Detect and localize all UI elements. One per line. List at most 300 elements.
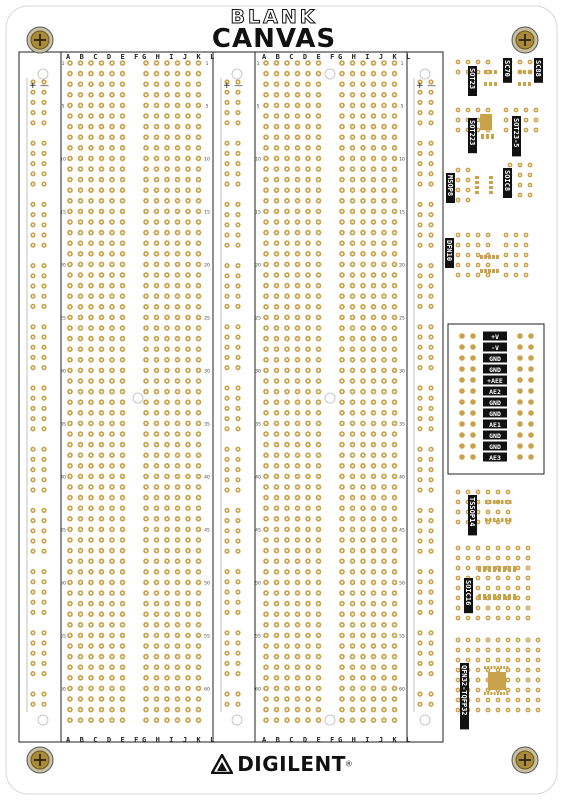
rail-left-hole-drill — [32, 224, 34, 226]
rail-mid-hole-drill — [237, 642, 239, 644]
terminal-hole — [517, 443, 523, 449]
strip-c-hole-drill — [286, 380, 288, 382]
strip-d-hole-drill — [362, 645, 364, 647]
strip-c-hole-drill — [286, 391, 288, 393]
strip-a-hole-drill — [111, 444, 113, 446]
strip-d-hole-drill — [351, 147, 353, 149]
strip-a-hole-drill — [121, 263, 123, 265]
rail-right-hole-drill — [430, 540, 432, 542]
strip-a-hole-drill — [79, 316, 81, 318]
strip-c-hole-drill — [296, 613, 298, 615]
strip-a-hole-drill — [121, 253, 123, 255]
strip-c-hole-drill — [286, 338, 288, 340]
terminal-hole — [528, 344, 534, 350]
rail-left-hole-drill — [43, 122, 45, 124]
strip-d-hole-drill — [393, 62, 395, 64]
rail-left-hole-drill — [32, 122, 34, 124]
strip-b-hole-drill — [166, 645, 168, 647]
strip-b-hole-drill — [176, 179, 178, 181]
mount-hole-9 — [325, 393, 335, 403]
strip-a-hole-drill — [79, 634, 81, 636]
strip-b-hole-drill — [197, 698, 199, 700]
strip-c-hole-drill — [275, 359, 277, 361]
strip-d-hole-drill — [341, 327, 343, 329]
soic8-holes-drill — [529, 184, 531, 186]
strip-a-hole-drill — [90, 200, 92, 202]
row-number: 15 — [204, 210, 210, 216]
strip-b-hole-drill — [155, 316, 157, 318]
strip-b-hole-drill — [166, 634, 168, 636]
strip-a-hole-drill — [100, 550, 102, 552]
strip-c-hole-drill — [307, 412, 309, 414]
row-number: 25 — [204, 316, 210, 322]
strip-d-hole-drill — [351, 391, 353, 393]
rail-left-hole-drill — [43, 142, 45, 144]
rail-mid-hole-drill — [237, 581, 239, 583]
strip-d-hole-drill — [351, 719, 353, 721]
strip-d-hole-drill — [383, 136, 385, 138]
dfn-pad — [496, 269, 499, 273]
strip-c-hole-drill — [296, 486, 298, 488]
strip-d-hole-drill — [372, 242, 374, 244]
sot-pad — [518, 82, 521, 86]
strip-b-hole-drill — [166, 189, 168, 191]
strip-d-hole-drill — [362, 179, 364, 181]
strip-a-hole-drill — [79, 497, 81, 499]
strip-d-hole-drill — [341, 698, 343, 700]
rail-mid-hole-drill — [237, 367, 239, 369]
strip-a-hole-drill — [79, 306, 81, 308]
row-number: 10 — [204, 157, 210, 163]
strip-d-hole-drill — [341, 581, 343, 583]
strip-c-hole-drill — [296, 210, 298, 212]
strip-c-hole-drill — [265, 115, 267, 117]
strip-a-hole-drill — [111, 126, 113, 128]
sot235-holes-drill — [505, 109, 507, 111]
strip-b-hole-drill — [145, 115, 147, 117]
strip-b-hole-drill — [197, 263, 199, 265]
strip-b-hole-drill — [166, 168, 168, 170]
strip-d-hole-drill — [393, 369, 395, 371]
strip-a-hole-drill — [111, 62, 113, 64]
strip-c-hole-drill — [307, 709, 309, 711]
strip-b-hole-drill — [176, 592, 178, 594]
strip-c-hole-drill — [317, 147, 319, 149]
strip-b-hole-drill — [155, 73, 157, 75]
strip-c-hole-drill — [265, 348, 267, 350]
strip-b-hole-drill — [176, 677, 178, 679]
rail-left-hole-drill — [32, 367, 34, 369]
strip-b-hole-drill — [187, 613, 189, 615]
strip-a-hole-drill — [79, 687, 81, 689]
strip-c-hole-drill — [307, 465, 309, 467]
strip-d-hole-drill — [341, 147, 343, 149]
strip-d-hole-drill — [362, 189, 364, 191]
strip-c-hole-drill — [286, 263, 288, 265]
strip-c-hole-drill — [307, 157, 309, 159]
strip-b-hole-drill — [166, 295, 168, 297]
strip-c-hole-drill — [286, 571, 288, 573]
msop-pad — [475, 186, 479, 189]
strip-a-hole-drill — [111, 603, 113, 605]
strip-a-hole-drill — [100, 306, 102, 308]
strip-b-hole-drill — [155, 369, 157, 371]
strip-b-hole-drill — [145, 401, 147, 403]
dfn-pad — [484, 269, 487, 273]
strip-d-hole-drill — [393, 666, 395, 668]
strip-c-hole-drill — [307, 179, 309, 181]
strip-b-hole-drill — [166, 316, 168, 318]
title-line-2: CANVAS — [211, 24, 337, 54]
rail-right-hole-drill — [419, 581, 421, 583]
strip-a-hole-drill — [69, 221, 71, 223]
sot23-label — [468, 66, 477, 96]
strip-a-hole-drill — [69, 634, 71, 636]
strip-b-hole-drill — [166, 613, 168, 615]
rail-left-hole-drill — [43, 530, 45, 532]
rail-right-hole-drill — [419, 173, 421, 175]
strip-c-hole-drill — [275, 719, 277, 721]
strip-d-hole-drill — [393, 571, 395, 573]
strip-c-hole-drill — [265, 571, 267, 573]
strip-c-hole-drill — [296, 528, 298, 530]
strip-c-hole-drill — [296, 253, 298, 255]
strip-a-hole-drill — [69, 359, 71, 361]
strip-c-hole-drill — [286, 677, 288, 679]
mount-hole-3 — [420, 69, 430, 79]
strip-d-hole-drill — [383, 263, 385, 265]
row-number: 55 — [60, 634, 66, 640]
strip-a-hole-drill — [79, 73, 81, 75]
strip-b-hole-drill — [187, 518, 189, 520]
tssop-pad — [505, 518, 508, 522]
rail-left-hole-drill — [43, 550, 45, 552]
strip-b-hole-drill — [176, 507, 178, 509]
terminal-hole — [459, 443, 465, 449]
strip-a-hole-drill — [79, 338, 81, 340]
strip-b-hole-drill — [197, 422, 199, 424]
strip-a-hole-drill — [79, 401, 81, 403]
strip-c-hole-drill — [286, 592, 288, 594]
rail-mid-hole-drill — [226, 469, 228, 471]
strip-d-hole-drill — [351, 497, 353, 499]
dfn-holes-right-drill — [505, 274, 507, 276]
rail-right-hole-drill — [430, 336, 432, 338]
rail-right-hole-drill — [430, 152, 432, 154]
strip-b-hole-drill — [166, 147, 168, 149]
strip-c-hole-drill — [265, 62, 267, 64]
mount-hole-8 — [133, 393, 143, 403]
strip-d-hole-drill — [383, 168, 385, 170]
strip-d-hole-drill — [362, 634, 364, 636]
rail-left-hole-drill — [32, 101, 34, 103]
dfn-holes-drill — [467, 234, 469, 236]
strip-a-hole-drill — [111, 157, 113, 159]
strip-d-hole-drill — [393, 83, 395, 85]
rail-mid-hole-drill — [226, 418, 228, 420]
strip-d-hole-drill — [383, 422, 385, 424]
strip-c-hole-drill — [286, 486, 288, 488]
strip-b-hole-drill — [176, 115, 178, 117]
qfn-holes-drill — [507, 699, 509, 701]
strip-a-hole-drill — [121, 422, 123, 424]
dfn-holes-right-drill — [515, 274, 517, 276]
qfn32-label-text: QFN32-TQFP32 — [460, 665, 468, 716]
strip-d-hole-drill — [372, 666, 374, 668]
rail-left-hole-drill — [43, 693, 45, 695]
strip-a-hole-drill — [111, 571, 113, 573]
strip-d-hole-drill — [341, 486, 343, 488]
strip-c-hole-drill — [296, 285, 298, 287]
strip-c-hole-drill — [307, 94, 309, 96]
strip-b-hole-drill — [187, 359, 189, 361]
strip-b-hole-drill — [197, 454, 199, 456]
strip-c-hole-drill — [307, 73, 309, 75]
qfn-holes-drill — [517, 669, 519, 671]
strip-d-hole-drill — [341, 263, 343, 265]
strip-c-hole-drill — [296, 179, 298, 181]
strip-b-hole-drill — [145, 528, 147, 530]
sot-pad — [523, 70, 526, 74]
strip-c-hole-drill — [307, 497, 309, 499]
strip-b-hole-drill — [145, 581, 147, 583]
strip-b-hole-drill — [155, 698, 157, 700]
strip-d-hole-drill — [362, 666, 364, 668]
rail-left-hole-drill — [32, 530, 34, 532]
strip-b-hole-drill — [187, 677, 189, 679]
terminal-hole — [470, 454, 476, 460]
strip-d-hole-drill — [393, 528, 395, 530]
strip-c-hole-drill — [317, 666, 319, 668]
strip-a-hole-drill — [79, 348, 81, 350]
strip-d-hole-drill — [362, 571, 364, 573]
rail-mid-hole-drill — [226, 662, 228, 664]
strip-b-hole-drill — [155, 179, 157, 181]
soic16-holes-drill — [457, 547, 459, 549]
rail-right-hole-drill — [419, 509, 421, 511]
soic16-holes-drill — [457, 567, 459, 569]
terminal-label — [483, 332, 507, 342]
strip-a-hole-drill — [79, 433, 81, 435]
msop-holes-drill — [467, 169, 469, 171]
strip-d-hole-drill — [383, 507, 385, 509]
strip-d-hole-drill — [351, 189, 353, 191]
strip-d-hole-drill — [341, 560, 343, 562]
strip-d-hole-drill — [393, 624, 395, 626]
rail-right-hole-drill — [419, 673, 421, 675]
rail-left-hole-drill — [43, 214, 45, 216]
strip-b-hole-drill — [166, 136, 168, 138]
strip-a-hole-drill — [90, 624, 92, 626]
strip-b-hole-drill — [155, 295, 157, 297]
rail-right-hole-drill — [419, 540, 421, 542]
rail-right-hole-drill — [419, 214, 421, 216]
rail-right-hole-drill — [419, 469, 421, 471]
qfn-holes-drill — [507, 689, 509, 691]
strip-b-hole-drill — [197, 624, 199, 626]
strip-a-hole-drill — [90, 136, 92, 138]
strip-b-hole-drill — [166, 497, 168, 499]
strip-a-hole-drill — [69, 550, 71, 552]
strip-d-hole-drill — [341, 666, 343, 668]
strip-b-hole-drill — [176, 581, 178, 583]
strip-c-hole-drill — [265, 179, 267, 181]
rail-left-hole-drill — [32, 305, 34, 307]
strip-c-hole-drill — [307, 560, 309, 562]
strip-c-hole-drill — [307, 444, 309, 446]
strip-d-hole-drill — [393, 73, 395, 75]
dfn-pad — [496, 255, 499, 259]
strip-a-hole-drill — [79, 560, 81, 562]
strip-a-hole-drill — [90, 539, 92, 541]
strip-c-hole-drill — [275, 83, 277, 85]
strip-b-hole-drill — [155, 136, 157, 138]
strip-a-hole-drill — [90, 698, 92, 700]
strip-d-hole-drill — [341, 592, 343, 594]
strip-d-hole-drill — [341, 422, 343, 424]
strip-d-hole-drill — [341, 232, 343, 234]
strip-c-hole-drill — [317, 104, 319, 106]
strip-d-hole-drill — [351, 210, 353, 212]
strip-d-hole-drill — [393, 147, 395, 149]
strip-a-hole-drill — [121, 486, 123, 488]
strip-c-hole-drill — [286, 369, 288, 371]
strip-b-hole-drill — [176, 666, 178, 668]
strip-b-hole-drill — [145, 83, 147, 85]
dfn-holes-right-drill — [525, 264, 527, 266]
strip-d-hole-drill — [362, 624, 364, 626]
strip-c-hole-drill — [317, 518, 319, 520]
strip-d-hole-drill — [372, 232, 374, 234]
strip-c-hole-drill — [275, 433, 277, 435]
strip-b-hole-drill — [145, 634, 147, 636]
strip-c-hole-drill — [296, 656, 298, 658]
strip-a-hole-drill — [79, 422, 81, 424]
strip-c-hole-drill — [317, 581, 319, 583]
strip-d-hole-drill — [362, 433, 364, 435]
strip-d-hole-drill — [351, 232, 353, 234]
strip-c-hole-drill — [296, 550, 298, 552]
rail-mid-hole-drill — [237, 285, 239, 287]
strip-a-hole-drill — [111, 412, 113, 414]
strip-b-hole-drill — [155, 62, 157, 64]
strip-b-hole-drill — [145, 624, 147, 626]
strip-b-hole-drill — [187, 136, 189, 138]
strip-d-hole-drill — [341, 73, 343, 75]
strip-a-hole-drill — [111, 316, 113, 318]
strip-c-hole-drill — [296, 232, 298, 234]
strip-c-hole-drill — [286, 115, 288, 117]
strip-d-hole-drill — [341, 528, 343, 530]
strip-d-hole-drill — [383, 62, 385, 64]
strip-d-hole-drill — [383, 497, 385, 499]
strip-d-hole-drill — [362, 444, 364, 446]
rail-mid-hole-drill — [226, 509, 228, 511]
rail-mid-hole-drill — [226, 428, 228, 430]
soic16-pad-top — [483, 566, 486, 572]
strip-a-hole-drill — [111, 369, 113, 371]
rail-mid-hole-drill — [237, 662, 239, 664]
strip-b-hole-drill — [187, 486, 189, 488]
strip-b-hole-drill — [187, 698, 189, 700]
strip-d-hole-drill — [362, 147, 364, 149]
rail-right-hole-drill — [419, 530, 421, 532]
strip-d-hole-drill — [393, 306, 395, 308]
dfn-holes-drill — [457, 274, 459, 276]
strip-c-hole-drill — [307, 391, 309, 393]
strip-a-hole-drill — [90, 603, 92, 605]
terminal-hole — [517, 344, 523, 350]
rail-right-hole-drill — [430, 265, 432, 267]
row-number: 1 — [256, 62, 260, 67]
strip-a-hole-drill — [100, 338, 102, 340]
strip-d-hole-drill — [341, 316, 343, 318]
soic16-pad-bottom — [513, 594, 516, 600]
strip-a-hole-drill — [79, 613, 81, 615]
strip-a-hole-drill — [121, 242, 123, 244]
strip-c-hole-drill — [307, 62, 309, 64]
strip-b-hole-drill — [176, 624, 178, 626]
strip-c-hole-drill — [296, 433, 298, 435]
strip-b-hole-drill — [145, 359, 147, 361]
strip-c-hole-drill — [265, 147, 267, 149]
rail-right-hole-drill — [419, 693, 421, 695]
strip-c-hole-drill — [275, 581, 277, 583]
strip-b-hole-drill — [197, 126, 199, 128]
strip-b-hole-drill — [176, 221, 178, 223]
strip-d-hole-drill — [383, 210, 385, 212]
strip-c-hole-drill — [265, 613, 267, 615]
rail-mid-hole-drill — [226, 407, 228, 409]
strip-d-hole-drill — [393, 189, 395, 191]
strip-c-hole-drill — [296, 560, 298, 562]
terminal-hole — [528, 410, 534, 416]
strip-d-hole-drill — [393, 285, 395, 287]
strip-a-hole-drill — [69, 687, 71, 689]
strip-a-hole-drill — [79, 603, 81, 605]
strip-b-hole-drill — [155, 359, 157, 361]
strip-c-hole-drill — [286, 412, 288, 414]
strip-c-hole-drill — [317, 709, 319, 711]
strip-a-hole-drill — [121, 698, 123, 700]
strip-d-hole-drill — [351, 581, 353, 583]
strip-c-hole-drill — [317, 189, 319, 191]
strip-b-hole-drill — [166, 94, 168, 96]
strip-d-hole-drill — [372, 634, 374, 636]
strip-c-hole-drill — [275, 391, 277, 393]
strip-a-hole-drill — [121, 73, 123, 75]
strip-c-hole-drill — [296, 263, 298, 265]
strip-d-hole-drill — [362, 719, 364, 721]
strip-d-hole-drill — [351, 560, 353, 562]
strip-b-hole-drill — [145, 104, 147, 106]
rail-mid-hole-drill — [226, 356, 228, 358]
strip-d-hole-drill — [341, 444, 343, 446]
strip-c-hole-drill — [317, 634, 319, 636]
rail-right-hole-drill — [419, 142, 421, 144]
rail-mid-hole-drill — [226, 142, 228, 144]
soic16-holes-drill — [517, 577, 519, 579]
strip-d-hole-drill — [362, 221, 364, 223]
strip-b-hole-drill — [155, 348, 157, 350]
strip-d-hole-drill — [393, 422, 395, 424]
strip-d-hole-drill — [383, 94, 385, 96]
strip-c-hole-drill — [275, 528, 277, 530]
strip-a-hole-drill — [121, 465, 123, 467]
strip-a-hole-drill — [79, 369, 81, 371]
strip-d-hole-drill — [372, 189, 374, 191]
column-letters-top-left-1: A B C D E F — [66, 53, 141, 61]
